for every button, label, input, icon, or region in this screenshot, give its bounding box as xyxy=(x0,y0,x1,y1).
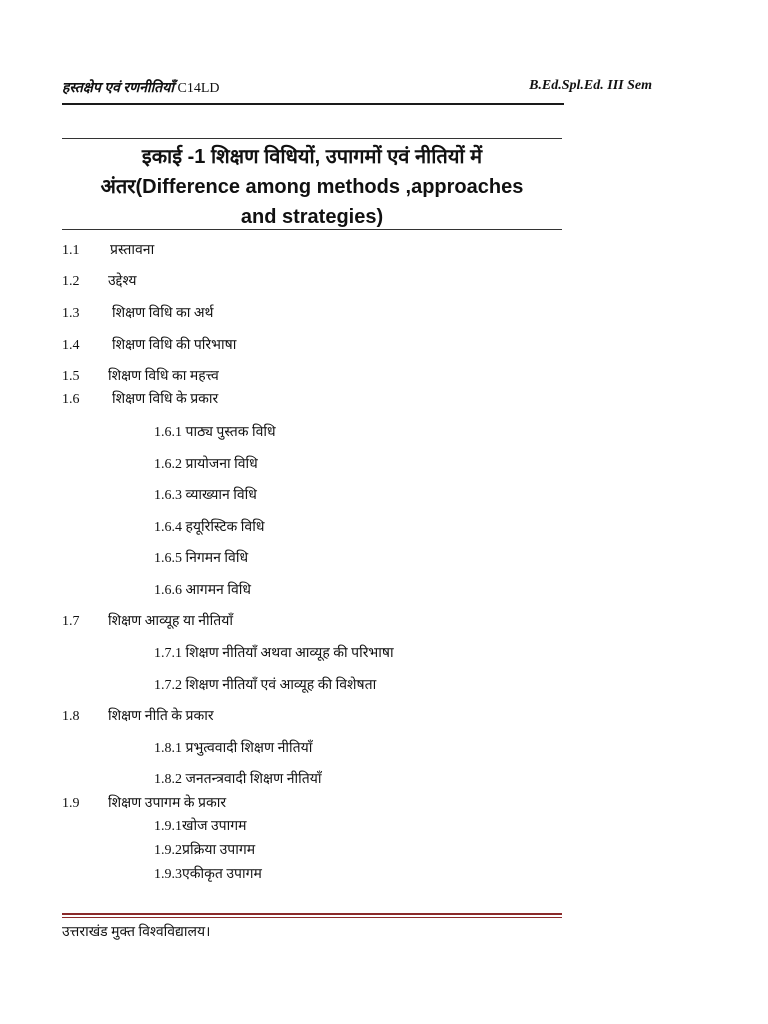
footer-university: उत्तराखंड मुक्त विश्वविद्यालय। xyxy=(62,925,211,940)
toc-subentry-label: 1.9.3एकीकृत उपागम xyxy=(154,867,262,882)
toc-subentry xyxy=(62,519,562,539)
toc-entry-number: 1.5 xyxy=(62,369,80,384)
toc-subentry xyxy=(62,456,562,476)
toc-entry-number: 1.3 xyxy=(62,306,80,321)
header-program: B.Ed.Spl.Ed. III Sem xyxy=(529,78,652,93)
toc-subentry-label: 1.8.2 जनतन्त्रवादी शिक्षण नीतियाँ xyxy=(154,772,322,787)
toc-entry-label: शिक्षण उपागम के प्रकार xyxy=(108,796,227,811)
toc-subentry-label: 1.6.1 पाठ्य पुस्तक विधि xyxy=(154,425,276,440)
toc-entry-label: उद्देश्य xyxy=(108,274,137,289)
toc-entry xyxy=(62,368,562,388)
toc-entry-label: शिक्षण विधि के प्रकार xyxy=(112,392,219,407)
toc-entry xyxy=(62,708,562,728)
toc-subentry-label: 1.6.3 व्याख्यान विधि xyxy=(154,488,257,503)
toc-subentry-label: 1.7.2 शिक्षण नीतियाँ एवं आव्यूह की विशेषता xyxy=(154,678,377,693)
toc-subentry xyxy=(62,866,562,886)
unit-title-line-2: अंतर(Difference among methods ,approaches xyxy=(100,176,524,198)
toc-subentry xyxy=(62,582,562,602)
toc-entry xyxy=(62,795,562,815)
footer-rule-thin xyxy=(62,917,562,918)
toc-subentry-label: 1.6.5 निगमन विधि xyxy=(154,551,249,566)
toc-subentry xyxy=(62,771,562,791)
toc-entry xyxy=(62,337,562,357)
toc-subentry xyxy=(62,645,562,665)
toc-subentry xyxy=(62,842,562,862)
toc-entry-number: 1.4 xyxy=(62,338,80,353)
toc-subentry-label: 1.7.1 शिक्षण नीतियाँ अथवा आव्यूह की परिभाषा xyxy=(154,646,394,661)
toc-entry xyxy=(62,273,562,293)
toc-subentry-label: 1.9.2प्रक्रिया उपागम xyxy=(154,843,256,858)
toc-entry-label: शिक्षण विधि की परिभाषा xyxy=(112,338,237,353)
toc-subentry-label: 1.6.2 प्रायोजना विधि xyxy=(154,457,258,472)
header-course-code: C14LD xyxy=(177,81,220,96)
toc-subentry xyxy=(62,677,562,697)
toc-subentry xyxy=(62,550,562,570)
toc-entry-number: 1.6 xyxy=(62,392,80,407)
toc-subentry-label: 1.6.4 हयूरिस्टिक विधि xyxy=(154,520,265,535)
toc-entry-number: 1.2 xyxy=(62,274,80,289)
toc-entry xyxy=(62,391,562,411)
toc-entry xyxy=(62,613,562,633)
toc-subentry xyxy=(62,740,562,760)
toc-entry-label: शिक्षण विधि का महत्त्व xyxy=(108,369,219,384)
toc-entry-label: शिक्षण विधि का अर्थ xyxy=(112,306,214,321)
unit-title-line-3: and strategies) xyxy=(240,206,384,228)
toc-entry-label: प्रस्तावना xyxy=(110,243,155,258)
toc-subentry-label: 1.9.1खोज उपागम xyxy=(154,819,247,834)
toc-entry xyxy=(62,305,562,325)
toc-subentry xyxy=(62,487,562,507)
toc-subentry-label: 1.8.1 प्रभुत्ववादी शिक्षण नीतियाँ xyxy=(154,741,313,756)
toc-entry xyxy=(62,242,562,262)
footer-rule-thick xyxy=(62,913,562,915)
toc-entry-number: 1.7 xyxy=(62,614,80,629)
toc-entry-label: शिक्षण आव्यूह या नीतियाँ xyxy=(108,614,233,629)
toc-entry-number: 1.9 xyxy=(62,796,80,811)
toc-subentry-label: 1.6.6 आगमन विधि xyxy=(154,583,251,598)
toc-entry-label: शिक्षण नीति के प्रकार xyxy=(108,709,214,724)
toc-subentry xyxy=(62,424,562,444)
header-course-hindi: हस्तक्षेप एवं रणनीतियाँ xyxy=(62,81,174,96)
toc-entry-number: 1.1 xyxy=(62,243,80,258)
toc-entry-number: 1.8 xyxy=(62,709,80,724)
unit-title-line-1: इकाई -1 शिक्षण विधियों, उपागमों एवं नीतियों में xyxy=(141,146,483,168)
toc-subentry xyxy=(62,818,562,838)
